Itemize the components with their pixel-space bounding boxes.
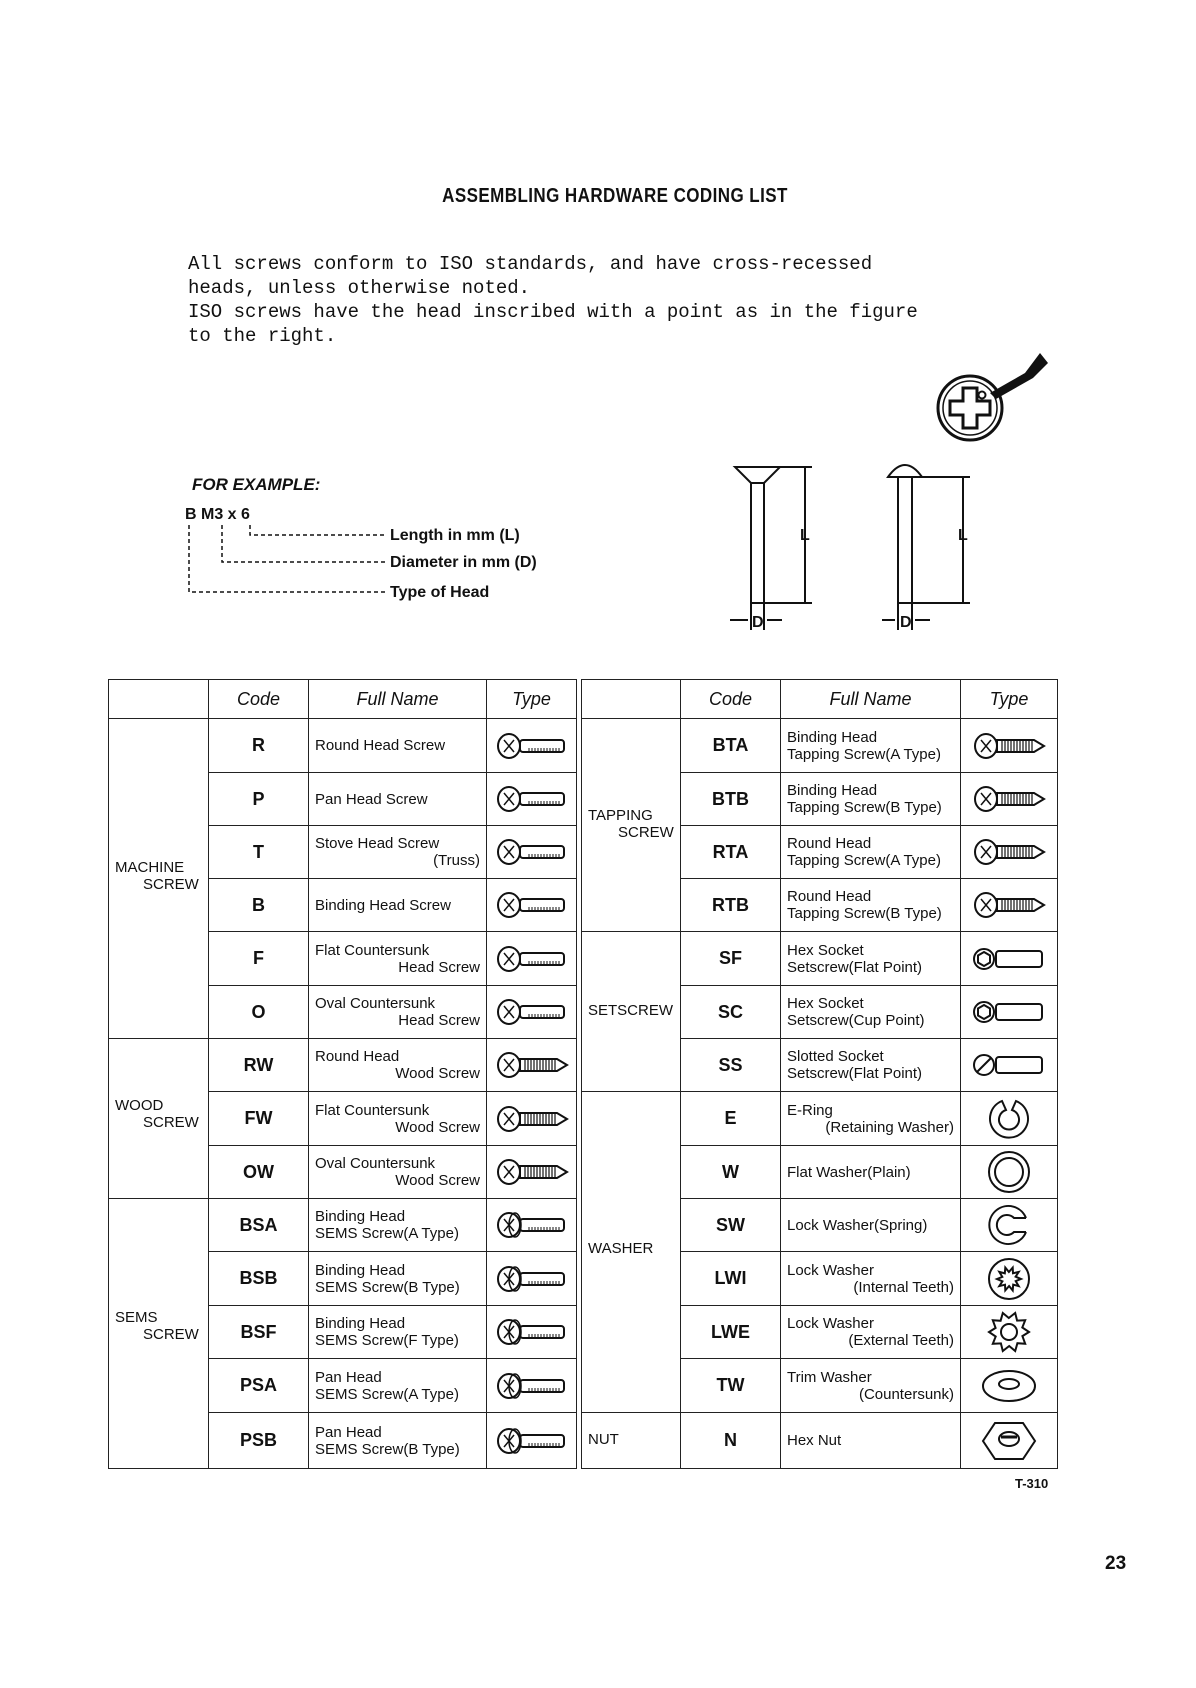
full-name-line-2: (Retaining Washer) (825, 1118, 954, 1136)
flat-countersunk-screw-icon (487, 932, 577, 986)
intro-line: to the right. (188, 325, 337, 347)
code-cell: FW (209, 1092, 309, 1146)
table-row (582, 719, 1058, 773)
full-name-cell (309, 826, 487, 879)
header-full-name: Full Name (309, 680, 487, 719)
code-cell: R (209, 719, 309, 773)
table-row (582, 932, 1058, 986)
header-full-name: Full Name (781, 680, 961, 719)
code-cell: BTA (681, 719, 781, 773)
full-name-line-2: (Truss) (433, 852, 480, 869)
page-number: 23 (1105, 1553, 1127, 1574)
full-name-line-1: Binding Head (787, 782, 878, 799)
full-name-line-2: SEMS Screw(B Type) (315, 1278, 460, 1296)
full-name-line-2: (Countersunk) (858, 1385, 954, 1403)
full-name-line-2: Setscrew(Flat Point) (787, 958, 923, 976)
full-name-cell (781, 1413, 961, 1469)
full-name-line-2: Wood Screw (395, 1172, 480, 1189)
full-name-cell (309, 1146, 487, 1199)
category-cell (582, 1413, 681, 1469)
full-name-line-2: SEMS Screw(A Type) (315, 1225, 459, 1242)
full-name-line-1: Trim Washer (787, 1368, 872, 1386)
category-cell (582, 1092, 681, 1413)
page-title: ASSEMBLING HARDWARE CODING LIST (442, 185, 788, 207)
header-category (109, 680, 209, 719)
full-name-line-1: Binding Head (787, 728, 878, 746)
spring-lock-washer-icon (961, 1199, 1058, 1252)
full-name-line-2: Tapping Screw(B Type) (787, 905, 942, 922)
header-category (582, 680, 681, 719)
tapping-screw-b-icon (961, 773, 1058, 826)
machine-wood-sems-table (108, 679, 577, 1469)
full-name-cell (309, 1413, 487, 1469)
table-row (582, 1413, 1058, 1469)
example-block (185, 475, 685, 625)
category-label: WOOD (115, 1097, 164, 1114)
category-label: TAPPING (588, 807, 653, 824)
intro-line: ISO screws have the head inscribed with a point as in the figure (188, 301, 918, 323)
full-name-cell (309, 1359, 487, 1413)
full-name-line-1: Binding Head (315, 1315, 406, 1332)
category-label: SCREW (143, 876, 199, 893)
full-name-line-2: Tapping Screw(B Type) (787, 799, 942, 816)
full-name-cell (309, 719, 487, 773)
full-name-cell (309, 1092, 487, 1146)
code-cell: SC (681, 986, 781, 1039)
flat-washer-icon (961, 1146, 1058, 1199)
code-cell: TW (681, 1359, 781, 1413)
stove-head-screw-icon (487, 826, 577, 879)
full-name-cell (309, 1306, 487, 1359)
full-name-cell (781, 1092, 961, 1146)
intro-line: All screws conform to ISO standards, and have cross-recessed (188, 253, 873, 275)
full-name-cell (781, 826, 961, 879)
full-name-cell (781, 1039, 961, 1092)
example-diameter: Diameter in mm (D) (390, 554, 537, 571)
code-cell: N (681, 1413, 781, 1469)
category-cell (109, 1039, 209, 1199)
round-head-screw-icon (487, 719, 577, 773)
full-name-line-1: Binding Head Screw (315, 896, 451, 914)
code-cell: LWE (681, 1306, 781, 1359)
table-row (109, 1039, 577, 1092)
table-header-row (109, 680, 577, 719)
code-cell: F (209, 932, 309, 986)
full-name-line-1: Round Head (787, 835, 872, 852)
code-cell: BSB (209, 1252, 309, 1306)
screw-dimension-figure (720, 455, 1000, 635)
slotted-setscrew-icon (961, 1039, 1058, 1092)
full-name-line-1: Flat Countersunk (315, 941, 430, 959)
full-name-line-2: Tapping Screw(A Type) (787, 745, 941, 763)
full-name-cell (309, 932, 487, 986)
full-name-line-1: Round Head (787, 888, 872, 905)
full-name-line-2: Wood Screw (395, 1065, 480, 1082)
full-name-cell (781, 1359, 961, 1413)
full-name-line-1: Lock Washer (787, 1261, 874, 1279)
category-label: MACHINE (115, 859, 185, 876)
flat-countersunk-wood-screw-icon (487, 1092, 577, 1146)
header-code: Code (681, 680, 781, 719)
sems-screw-b-icon (487, 1252, 577, 1306)
table-row (582, 1092, 1058, 1146)
full-name-line-1: Stove Head Screw (315, 835, 440, 852)
category-cell (582, 719, 681, 932)
binding-head-screw-icon (487, 879, 577, 932)
length-label-2: L (958, 527, 968, 544)
full-name-cell (781, 1199, 961, 1252)
sems-screw-f-icon (487, 1306, 577, 1359)
code-cell: OW (209, 1146, 309, 1199)
hex-nut-icon (961, 1413, 1058, 1469)
full-name-line-1: Pan Head Screw (315, 790, 428, 808)
round-tapping-screw-a-icon (961, 826, 1058, 879)
full-name-cell (309, 773, 487, 826)
full-name-line-1: Lock Washer(Spring) (787, 1216, 928, 1234)
trim-washer-icon (961, 1359, 1058, 1413)
full-name-line-2: SEMS Screw(A Type) (315, 1385, 459, 1403)
example-leader-lines (185, 525, 405, 625)
full-name-line-1: Round Head Screw (315, 737, 446, 754)
table-row (109, 719, 577, 773)
oval-countersunk-wood-screw-icon (487, 1146, 577, 1199)
full-name-cell (781, 773, 961, 826)
diameter-label-2: D (900, 614, 912, 631)
iso-cross-head-icon (930, 345, 1060, 445)
full-name-cell (781, 932, 961, 986)
category-cell (109, 1199, 209, 1469)
full-name-line-2: SEMS Screw(F Type) (315, 1332, 459, 1349)
length-label-1: L (800, 527, 810, 544)
full-name-cell (781, 986, 961, 1039)
example-head-type: Type of Head (390, 584, 490, 601)
full-name-cell (781, 1146, 961, 1199)
sems-screw-a-icon (487, 1199, 577, 1252)
full-name-cell (309, 1199, 487, 1252)
external-lock-washer-icon (961, 1306, 1058, 1359)
example-length: Length in mm (L) (390, 527, 520, 544)
category-label: SEMS (115, 1309, 158, 1326)
code-cell: B (209, 879, 309, 932)
round-head-wood-screw-icon (487, 1039, 577, 1092)
code-cell: BSF (209, 1306, 309, 1359)
code-cell: RW (209, 1039, 309, 1092)
category-cell (582, 932, 681, 1092)
header-type: Type (487, 680, 577, 719)
tapping-setscrew-washer-nut-table (581, 679, 1058, 1469)
full-name-line-2: Head Screw (398, 1012, 480, 1029)
full-name-line-2: Setscrew(Cup Point) (787, 1012, 925, 1029)
pan-sems-screw-a-icon (487, 1359, 577, 1413)
full-name-line-1: Flat Washer(Plain) (787, 1163, 911, 1181)
full-name-line-2: Setscrew(Flat Point) (787, 1065, 923, 1082)
pan-sems-screw-b-icon (487, 1413, 577, 1469)
code-cell: E (681, 1092, 781, 1146)
code-cell: BSA (209, 1199, 309, 1252)
category-label: SCREW (618, 824, 674, 841)
full-name-line-1: Round Head (315, 1048, 400, 1065)
full-name-line-1: Flat Countersunk (315, 1101, 430, 1119)
full-name-line-1: Lock Washer (787, 1315, 874, 1332)
code-cell: SS (681, 1039, 781, 1092)
diameter-label-1: D (752, 614, 764, 631)
full-name-cell (309, 879, 487, 932)
code-cell: PSB (209, 1413, 309, 1469)
full-name-cell (781, 1306, 961, 1359)
table-row (109, 1199, 577, 1252)
round-tapping-screw-b-icon (961, 879, 1058, 932)
full-name-line-1: Oval Countersunk (315, 1155, 436, 1172)
code-cell: P (209, 773, 309, 826)
category-cell (109, 719, 209, 1039)
code-cell: LWI (681, 1252, 781, 1306)
code-cell: BTB (681, 773, 781, 826)
intro-text (188, 252, 1008, 348)
internal-lock-washer-icon (961, 1252, 1058, 1306)
category-label: SCREW (143, 1114, 199, 1131)
table-header-row (582, 680, 1058, 719)
full-name-cell (309, 1039, 487, 1092)
full-name-line-1: Hex Nut (787, 1432, 842, 1449)
figure-number: T-310 (1015, 1476, 1049, 1491)
full-name-line-2: SEMS Screw(B Type) (315, 1440, 460, 1458)
category-label: NUT (588, 1431, 619, 1448)
full-name-cell (781, 1252, 961, 1306)
code-cell: SF (681, 932, 781, 986)
e-ring-icon (961, 1092, 1058, 1146)
full-name-cell (309, 986, 487, 1039)
header-code: Code (209, 680, 309, 719)
code-cell: O (209, 986, 309, 1039)
code-cell: SW (681, 1199, 781, 1252)
code-cell: W (681, 1146, 781, 1199)
hex-setscrew-flat-icon (961, 932, 1058, 986)
code-cell: T (209, 826, 309, 879)
pan-head-screw-icon (487, 773, 577, 826)
full-name-line-2: (External Teeth) (848, 1332, 954, 1349)
hex-setscrew-cup-icon (961, 986, 1058, 1039)
example-code: B M3 x 6 (185, 506, 250, 523)
example-heading: FOR EXAMPLE: (192, 475, 321, 494)
category-label: WASHER (588, 1240, 654, 1257)
full-name-line-1: Pan Head (315, 1423, 382, 1441)
full-name-line-1: Oval Countersunk (315, 995, 436, 1012)
full-name-line-2: Head Screw (398, 958, 480, 976)
tapping-screw-a-icon (961, 719, 1058, 773)
intro-line: heads, unless otherwise noted. (188, 277, 531, 299)
full-name-cell (781, 879, 961, 932)
full-name-line-1: Slotted Socket (787, 1048, 884, 1065)
category-label: SETSCREW (588, 1002, 674, 1019)
full-name-line-2: Wood Screw (395, 1118, 480, 1136)
full-name-line-1: Hex Socket (787, 995, 864, 1012)
header-type: Type (961, 680, 1058, 719)
full-name-line-2: (Internal Teeth) (853, 1278, 954, 1296)
code-cell: RTA (681, 826, 781, 879)
full-name-cell (309, 1252, 487, 1306)
full-name-line-2: Tapping Screw(A Type) (787, 852, 941, 869)
category-label: SCREW (143, 1326, 199, 1343)
code-cell: RTB (681, 879, 781, 932)
full-name-line-1: Hex Socket (787, 941, 864, 959)
code-cell: PSA (209, 1359, 309, 1413)
full-name-line-1: Pan Head (315, 1368, 382, 1386)
full-name-line-1: E-Ring (787, 1101, 833, 1119)
oval-countersunk-screw-icon (487, 986, 577, 1039)
full-name-line-1: Binding Head (315, 1261, 406, 1279)
full-name-cell (781, 719, 961, 773)
full-name-line-1: Binding Head (315, 1208, 406, 1225)
